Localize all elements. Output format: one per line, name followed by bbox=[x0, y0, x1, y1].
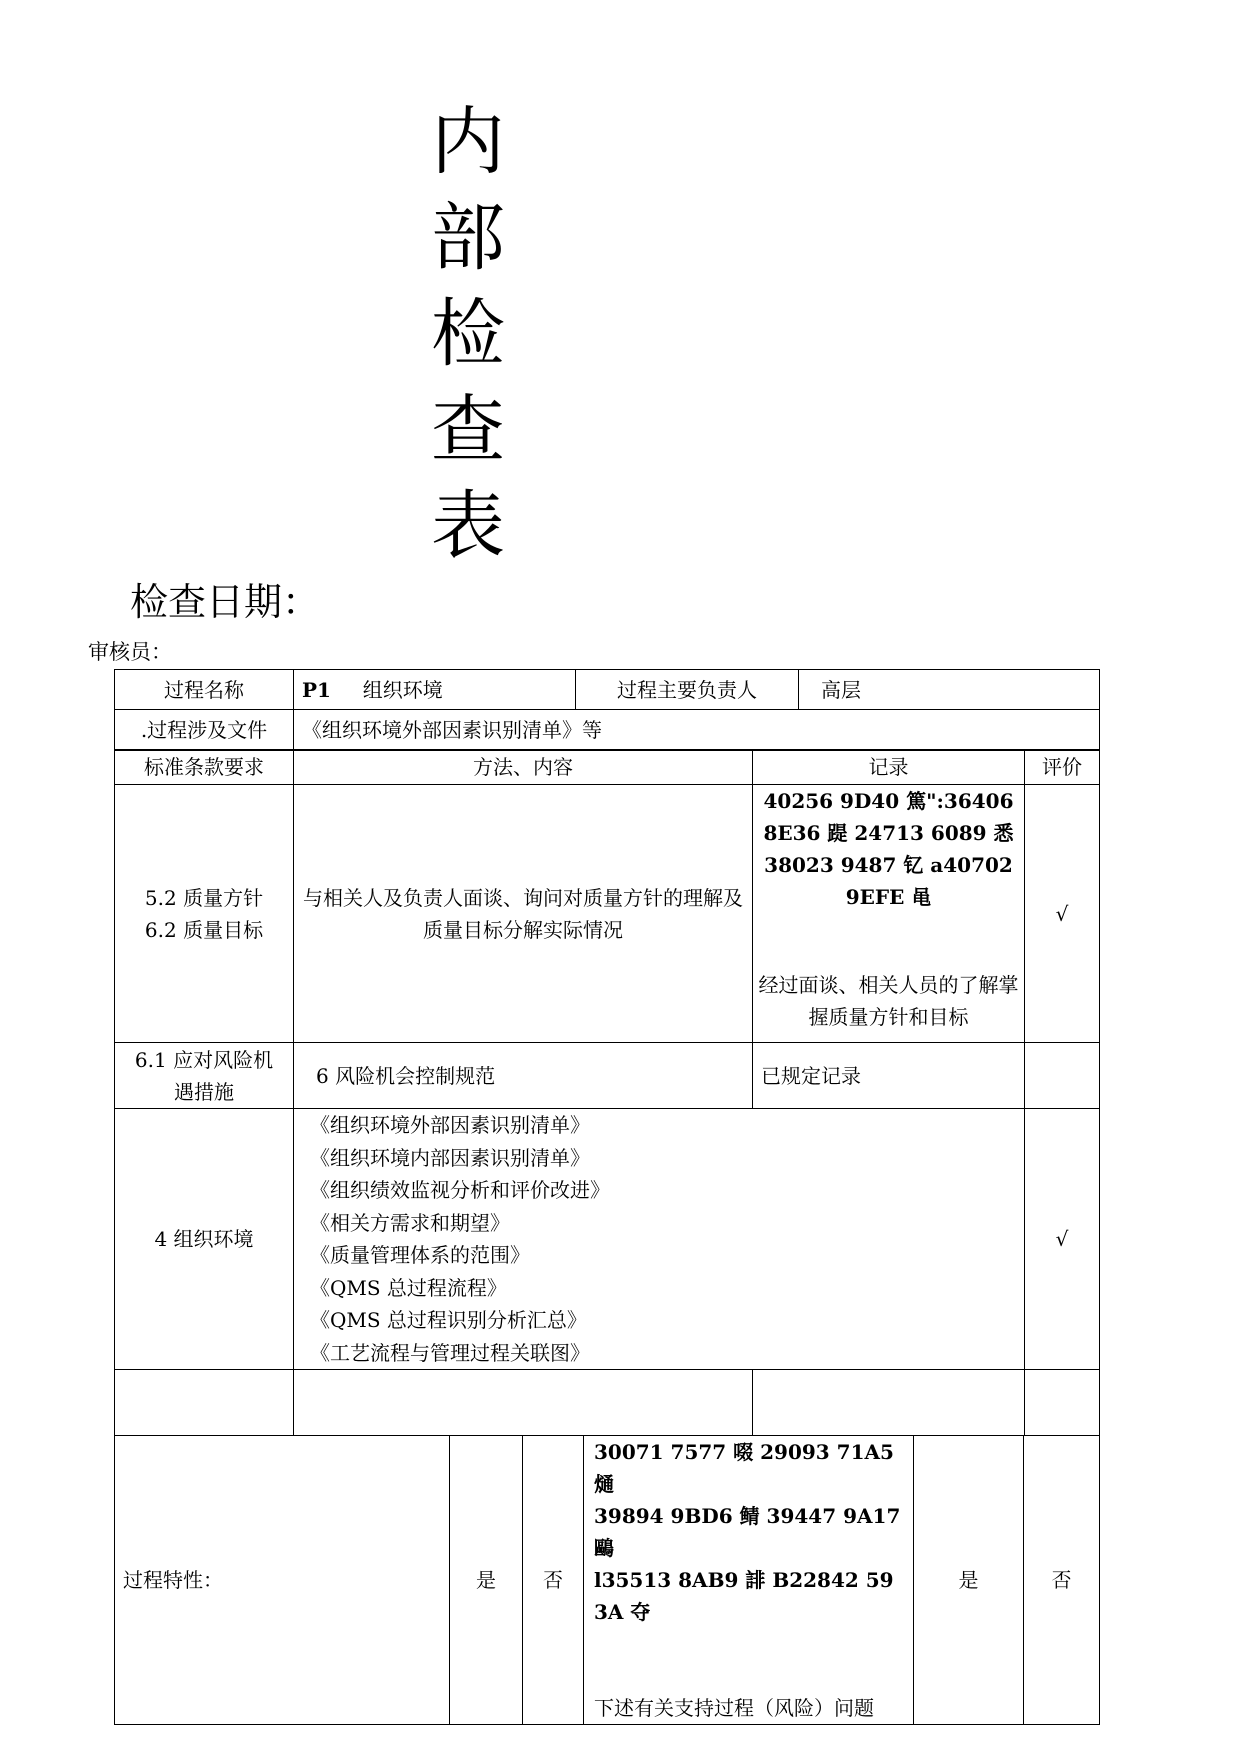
empty-cell bbox=[294, 1370, 753, 1436]
clause-cell: 4 组织环境 bbox=[115, 1109, 294, 1370]
characteristics-record-cell bbox=[584, 1436, 914, 1725]
process-name: 组织环境 bbox=[362, 677, 443, 702]
record-text: 经过面谈、相关人员的了解掌握质量方针和目标 bbox=[758, 973, 1019, 1029]
document-item: 《组织环境外部因素识别清单》 bbox=[310, 1113, 590, 1137]
title-char: 检 bbox=[431, 291, 505, 377]
owner-label: 过程主要负责人 bbox=[576, 670, 799, 710]
method-cell: 6 风险机会控制规范 bbox=[294, 1043, 753, 1109]
yes-label: 是 bbox=[450, 1436, 523, 1725]
record-cell: 已规定记录 bbox=[753, 1043, 1025, 1109]
documents-cell bbox=[294, 1109, 1025, 1370]
eval-cell: √ bbox=[1025, 785, 1100, 1043]
empty-cell bbox=[115, 1370, 294, 1436]
method-cell: 与相关人及负责人面谈、询问对质量方针的理解及质量目标分解实际情况 bbox=[294, 785, 753, 1043]
process-name-cell bbox=[294, 670, 576, 710]
record-code-line: 40256 9D40 篤":36406 bbox=[763, 789, 1014, 813]
characteristics-code-line: 30071 7577 啜 29093 71A5 熥 bbox=[594, 1440, 894, 1496]
empty-cell bbox=[753, 1370, 1025, 1436]
table-row bbox=[115, 1370, 1100, 1436]
title-char: 内 bbox=[431, 99, 505, 185]
document-item: 《组织绩效监视分析和评价改进》 bbox=[310, 1178, 610, 1202]
clause-cell bbox=[115, 785, 294, 1043]
document-item: 《相关方需求和期望》 bbox=[310, 1210, 510, 1235]
clause-line: 5.2 质量方针 bbox=[144, 885, 264, 910]
yes-label-2: 是 bbox=[914, 1436, 1024, 1725]
document-item: 《组织环境内部因素识别清单》 bbox=[310, 1145, 590, 1170]
header-table bbox=[114, 669, 1100, 751]
checklist-table bbox=[114, 749, 1100, 1436]
col-header-record: 记录 bbox=[753, 750, 1025, 785]
check-date-label: 检查日期： bbox=[130, 580, 321, 624]
clause-line: 6.2 质量目标 bbox=[144, 917, 264, 942]
process-name-label: 过程名称 bbox=[115, 670, 294, 710]
characteristics-code-line: 39894 9BD6 鲭 39447 9A17 鷗 bbox=[594, 1504, 901, 1560]
docs-label: .过程涉及文件 bbox=[115, 710, 294, 751]
record-code-line: 8E36 踶 24713 6089 悉 bbox=[763, 821, 1014, 845]
characteristics-code-line: l35513 8AB9 誹 B22842 593A 夺 bbox=[594, 1568, 894, 1624]
docs-value: 《组织环境外部因素识别清单》等 bbox=[294, 710, 1100, 751]
table-row bbox=[115, 785, 1100, 1043]
document-item: 《质量管理体系的范围》 bbox=[310, 1243, 530, 1267]
col-header-eval: 评价 bbox=[1025, 750, 1100, 785]
col-header-clause: 标准条款要求 bbox=[115, 750, 294, 785]
characteristics-label: 过程特性： bbox=[115, 1436, 450, 1725]
table-row bbox=[115, 1043, 1100, 1109]
title-char: 表 bbox=[431, 483, 505, 569]
record-code-line: 38023 9487 钇 a40702 bbox=[764, 853, 1013, 877]
no-label: 否 bbox=[523, 1436, 584, 1725]
characteristics-table bbox=[114, 1435, 1100, 1725]
eval-cell bbox=[1025, 1043, 1100, 1109]
process-code: P1 bbox=[302, 677, 331, 702]
record-code-line: 9EFE 黾 bbox=[845, 885, 932, 909]
record-cell bbox=[753, 785, 1025, 1043]
title-char: 查 bbox=[431, 387, 505, 473]
clause-cell: 6.1 应对风险机遇措施 bbox=[115, 1043, 294, 1109]
auditor-label: 审核员： bbox=[88, 640, 172, 664]
empty-cell bbox=[1025, 1370, 1100, 1436]
support-text: 下述有关支持过程（风险）问题 bbox=[594, 1696, 874, 1720]
document-item: 《工艺流程与管理过程关联图》 bbox=[310, 1340, 590, 1365]
document-item: 《QMS 总过程流程》 bbox=[310, 1275, 507, 1300]
table-row bbox=[115, 1109, 1100, 1370]
title-char: 部 bbox=[431, 195, 505, 281]
no-label-2: 否 bbox=[1024, 1436, 1100, 1725]
owner-value: 高层 bbox=[799, 670, 1100, 710]
col-header-method: 方法、内容 bbox=[294, 750, 753, 785]
document-item: 《QMS 总过程识别分析汇总》 bbox=[310, 1308, 587, 1332]
eval-cell: √ bbox=[1025, 1109, 1100, 1370]
